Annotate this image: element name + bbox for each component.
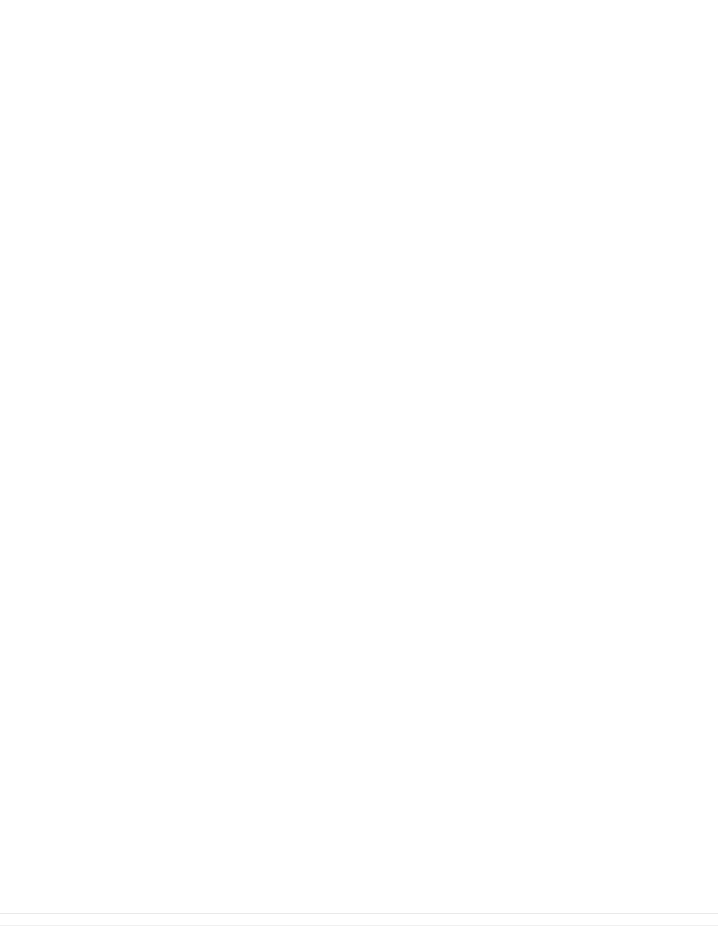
sides-list bbox=[112, 167, 612, 255]
menu-item-caesar-salad bbox=[112, 108, 612, 125]
signature-burger-tinis bbox=[112, 309, 612, 327]
side-item-mozzarella-sticks bbox=[112, 238, 612, 256]
specials-list bbox=[134, 346, 612, 380]
menu-content bbox=[112, 58, 612, 381]
signature-burgers-list bbox=[112, 309, 612, 327]
side-item-basket-o-fries bbox=[112, 167, 612, 185]
chicken-wings-sizes bbox=[134, 346, 612, 363]
side-item-garlic-fries bbox=[112, 185, 612, 203]
baby-back-ribs-sizes bbox=[134, 363, 612, 380]
side-item-garlic-stixs bbox=[112, 220, 612, 238]
side-item-garlic-bread bbox=[112, 203, 612, 221]
item-addon bbox=[242, 108, 612, 125]
burger-base-options bbox=[112, 291, 612, 308]
